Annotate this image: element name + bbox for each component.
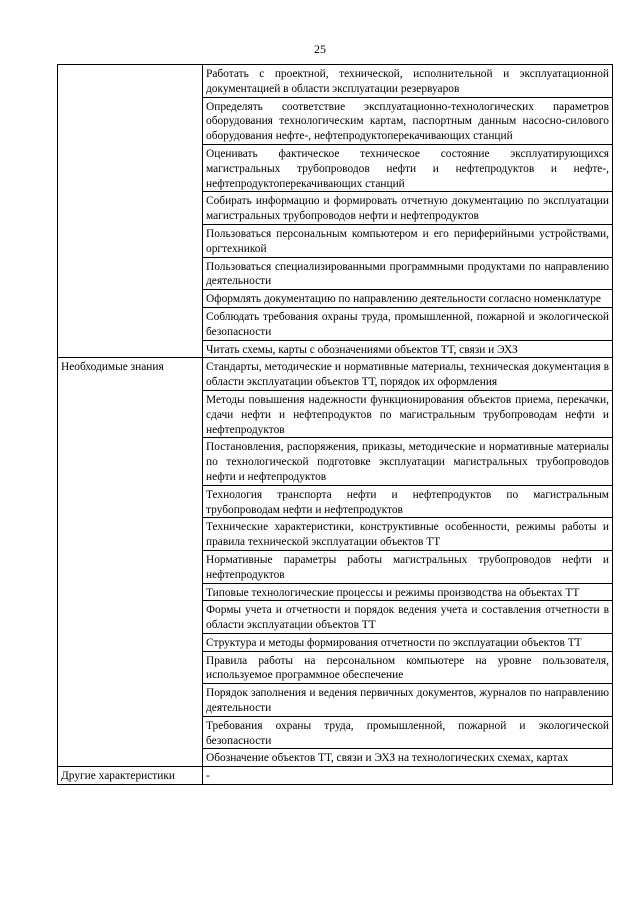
requirement-item: Порядок заполнения и ведения первичных документов, журналов по направлению деятельности bbox=[203, 684, 613, 717]
requirement-item: Определять соответствие эксплуатационно-технологических параметров оборудования технологическим картам, паспортным данным насосно-силового оборудования нефте-, нефтепродуктоперекачивающих станций bbox=[203, 97, 613, 144]
requirement-item: Типовые технологические процессы и режимы производства на объектах ТТ bbox=[203, 583, 613, 601]
section-heading: Другие характеристики bbox=[58, 767, 203, 785]
requirement-item: Методы повышения надежности функционирования объектов приема, перекачки, сдачи нефти и нефтепродуктов по магистральным трубопроводам нефти и нефтепродуктов bbox=[203, 390, 613, 437]
table-body bbox=[58, 65, 613, 785]
table-row bbox=[58, 65, 613, 98]
requirement-item: Соблюдать требования охраны труда, промышленной, пожарной и экологической безопасности bbox=[203, 307, 613, 340]
requirement-item: Пользоваться персональным компьютером и его периферийными устройствами, оргтехникой bbox=[203, 224, 613, 257]
requirement-item: Формы учета и отчетности и порядок ведения учета и составления отчетности в области эксплуатации объектов ТТ bbox=[203, 601, 613, 634]
table-row bbox=[58, 767, 613, 785]
requirement-item: Обозначение объектов ТТ, связи и ЭХЗ на технологических схемах, картах bbox=[203, 749, 613, 767]
requirement-item: Технология транспорта нефти и нефтепродуктов по магистральным трубопроводам нефти и нефтепродуктов bbox=[203, 485, 613, 518]
requirement-item: Собирать информацию и формировать отчетную документацию по эксплуатации магистральных трубопроводов нефти и нефтепродуктов bbox=[203, 192, 613, 225]
requirement-item: Пользоваться специализированными программными продуктами по направлению деятельности bbox=[203, 257, 613, 290]
table-row bbox=[58, 358, 613, 391]
requirement-item: Требования охраны труда, промышленной, пожарной и экологической безопасности bbox=[203, 716, 613, 749]
requirement-item: Постановления, распоряжения, приказы, методические и нормативные материалы по технологической подготовке эксплуатации магистральных трубопроводов нефти и нефтепродуктов bbox=[203, 438, 613, 485]
section-heading: Необходимые знания bbox=[58, 358, 203, 767]
page-number: 25 bbox=[314, 42, 326, 56]
requirement-item: Стандарты, методические и нормативные материалы, техническая документация в области эксплуатации объектов ТТ, порядок их оформления bbox=[203, 358, 613, 391]
section-heading bbox=[58, 65, 203, 358]
requirement-item: Нормативные параметры работы магистральных трубопроводов нефти и нефтепродуктов bbox=[203, 550, 613, 583]
requirement-item: Работать с проектной, технической, исполнительной и эксплуатационной документацией в области эксплуатации резервуаров bbox=[203, 65, 613, 98]
requirement-item: Технические характеристики, конструктивные особенности, режимы работы и правила технической эксплуатации объектов ТТ bbox=[203, 518, 613, 551]
requirement-item: Оформлять документацию по направлению деятельности согласно номенклатуре bbox=[203, 290, 613, 308]
competency-table bbox=[57, 64, 613, 785]
requirement-item: Оценивать фактическое техническое состояние эксплуатирующихся магистральных трубопроводов нефти и нефтепродуктов и нефте-, нефтепродуктоперекачивающих станций bbox=[203, 144, 613, 191]
requirement-item: Читать схемы, карты с обозначениями объектов ТТ, связи и ЭХЗ bbox=[203, 340, 613, 358]
requirement-item: Правила работы на персональном компьютере на уровне пользователя, используемое программное обеспечение bbox=[203, 651, 613, 684]
requirement-item: Структура и методы формирования отчетности по эксплуатации объектов ТТ bbox=[203, 633, 613, 651]
requirement-item: - bbox=[203, 767, 613, 785]
